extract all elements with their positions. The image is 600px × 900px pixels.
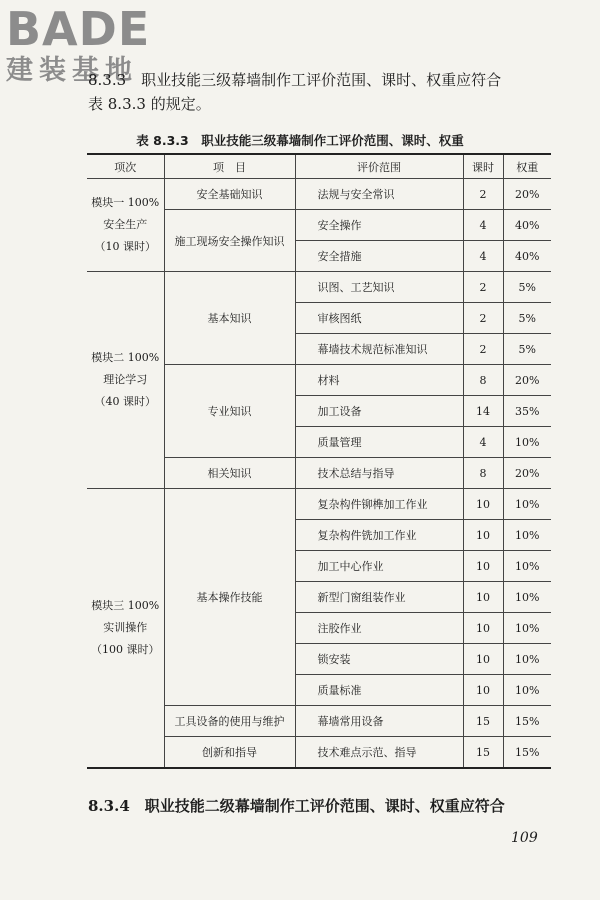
weight-cell: 15% — [503, 737, 551, 769]
range-cell: 识图、工艺知识 — [295, 272, 463, 303]
weight-cell: 5% — [503, 272, 551, 303]
hours-cell: 8 — [463, 458, 503, 489]
hours-cell: 10 — [463, 551, 503, 582]
range-cell: 安全操作 — [295, 210, 463, 241]
range-cell: 复杂构件铆榫加工作业 — [295, 489, 463, 520]
weight-cell: 15% — [503, 706, 551, 737]
table-row — [87, 272, 551, 303]
module-line: 模块一 100% — [91, 196, 160, 209]
weight-cell: 20% — [503, 365, 551, 396]
module-cell — [87, 272, 164, 489]
range-cell: 新型门窗组装作业 — [295, 582, 463, 613]
weight-cell: 10% — [503, 613, 551, 644]
range-cell: 加工中心作业 — [295, 551, 463, 582]
range-cell: 幕墙技术规范标准知识 — [295, 334, 463, 365]
header-cell: 项 目 — [164, 154, 295, 179]
header-cell: 课时 — [463, 154, 503, 179]
module-cell — [87, 489, 164, 769]
weight-cell: 10% — [503, 644, 551, 675]
weight-cell: 5% — [503, 303, 551, 334]
weight-cell: 35% — [503, 396, 551, 427]
weight-cell: 10% — [503, 489, 551, 520]
hours-cell: 10 — [463, 644, 503, 675]
hours-cell: 15 — [463, 706, 503, 737]
hours-cell: 4 — [463, 427, 503, 458]
hours-cell: 2 — [463, 179, 503, 210]
evaluation-table — [87, 153, 551, 769]
item-cell: 安全基础知识 — [164, 179, 295, 210]
hours-cell: 4 — [463, 210, 503, 241]
logo-subtitle: 建装基地 — [6, 55, 138, 86]
table-row — [87, 179, 551, 210]
module-line: 安全生产 — [103, 218, 148, 231]
logo-brand: BADE — [6, 2, 151, 56]
module-line: （10 课时） — [94, 240, 156, 253]
hours-cell: 2 — [463, 303, 503, 334]
hours-cell: 8 — [463, 365, 503, 396]
range-cell: 材料 — [295, 365, 463, 396]
weight-cell: 10% — [503, 675, 551, 706]
range-cell: 技术难点示范、指导 — [295, 737, 463, 769]
intro-line-2: 表 8.3.3 的规定。 — [88, 95, 211, 113]
next-section-heading: 8.3.4 职业技能二级幕墙制作工评价范围、课时、权重应符合 — [88, 797, 505, 815]
item-cell: 施工现场安全操作知识 — [164, 210, 295, 272]
item-cell: 基本知识 — [164, 272, 295, 365]
intro-paragraph — [88, 68, 558, 116]
hours-cell: 4 — [463, 241, 503, 272]
intro-line-1: 8.3.3 职业技能三级幕墙制作工评价范围、课时、权重应符合 — [88, 71, 502, 89]
item-cell: 专业知识 — [164, 365, 295, 458]
weight-cell: 40% — [503, 241, 551, 272]
header-cell: 项次 — [87, 154, 164, 179]
range-cell: 复杂构件铣加工作业 — [295, 520, 463, 551]
module-cell — [87, 179, 164, 272]
range-cell: 注胶作业 — [295, 613, 463, 644]
table-header-row — [87, 154, 551, 179]
hours-cell: 10 — [463, 489, 503, 520]
weight-cell: 20% — [503, 458, 551, 489]
range-cell: 加工设备 — [295, 396, 463, 427]
item-cell: 相关知识 — [164, 458, 295, 489]
weight-cell: 10% — [503, 520, 551, 551]
range-cell: 技术总结与指导 — [295, 458, 463, 489]
module-line: （40 课时） — [94, 395, 156, 408]
weight-cell: 5% — [503, 334, 551, 365]
table-title: 表 8.3.3 职业技能三级幕墙制作工评价范围、课时、权重 — [136, 133, 464, 148]
range-cell: 幕墙常用设备 — [295, 706, 463, 737]
range-cell: 安全措施 — [295, 241, 463, 272]
hours-cell: 14 — [463, 396, 503, 427]
module-line: （100 课时） — [91, 643, 160, 656]
weight-cell: 20% — [503, 179, 551, 210]
weight-cell: 10% — [503, 427, 551, 458]
range-cell: 质量标准 — [295, 675, 463, 706]
weight-cell: 10% — [503, 582, 551, 613]
hours-cell: 10 — [463, 675, 503, 706]
module-line: 模块三 100% — [91, 599, 160, 612]
hours-cell: 15 — [463, 737, 503, 769]
item-cell: 基本操作技能 — [164, 489, 295, 706]
hours-cell: 10 — [463, 582, 503, 613]
module-line: 实训操作 — [103, 621, 148, 634]
range-cell: 法规与安全常识 — [295, 179, 463, 210]
hours-cell: 2 — [463, 272, 503, 303]
module-line: 模块二 100% — [91, 351, 160, 364]
range-cell: 质量管理 — [295, 427, 463, 458]
header-cell: 权重 — [503, 154, 551, 179]
header-cell: 评价范围 — [295, 154, 463, 179]
range-cell: 审核图纸 — [295, 303, 463, 334]
table-row — [87, 489, 551, 520]
item-cell: 创新和指导 — [164, 737, 295, 769]
hours-cell: 10 — [463, 613, 503, 644]
weight-cell: 10% — [503, 551, 551, 582]
page-number: 109 — [511, 830, 538, 846]
hours-cell: 2 — [463, 334, 503, 365]
range-cell: 锁安装 — [295, 644, 463, 675]
weight-cell: 40% — [503, 210, 551, 241]
module-line: 理论学习 — [103, 373, 148, 386]
hours-cell: 10 — [463, 520, 503, 551]
item-cell: 工具设备的使用与维护 — [164, 706, 295, 737]
